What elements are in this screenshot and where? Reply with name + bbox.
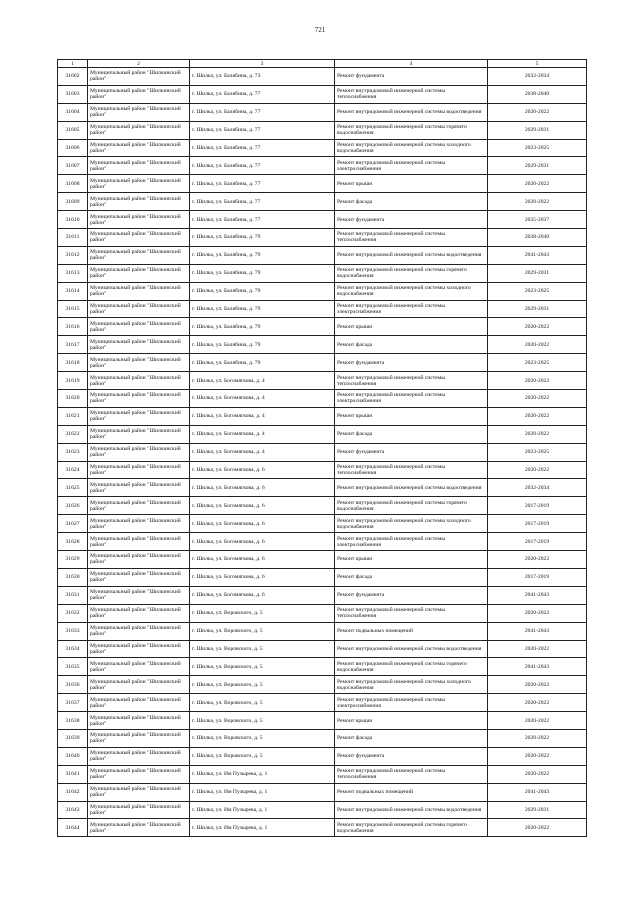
row-number-cell: 31625 (58, 479, 88, 497)
period-cell: 2029-2031 (488, 121, 587, 139)
column-header: 4 (335, 60, 488, 68)
district-cell: Муниципальный район "Шилкинский район" (88, 604, 190, 622)
district-cell: Муниципальный район "Шилкинский район" (88, 264, 190, 282)
address-cell: г. Шилка, ул. Им Пузырева, д. 1 (190, 801, 335, 819)
period-cell: 2020-2022 (488, 425, 587, 443)
address-cell: г. Шилка, ул. Воровского, д. 5 (190, 622, 335, 640)
district-cell: Муниципальный район "Шилкинский район" (88, 676, 190, 694)
table-row (58, 658, 587, 676)
address-cell: г. Шилка, ул. Воровского, д. 5 (190, 676, 335, 694)
period-cell: 2020-2022 (488, 175, 587, 193)
address-cell: г. Шилка, ул. Балябина, д. 79 (190, 282, 335, 300)
period-cell: 2020-2022 (488, 765, 587, 783)
table-row (58, 85, 587, 103)
district-cell: Муниципальный район "Шилкинский район" (88, 193, 190, 211)
district-cell: Муниципальный район "Шилкинский район" (88, 68, 190, 86)
address-cell: г. Шилка, ул. Воровского, д. 5 (190, 640, 335, 658)
district-cell: Муниципальный район "Шилкинский район" (88, 354, 190, 372)
period-cell: 2023-2025 (488, 282, 587, 300)
work-type-cell: Ремонт внутридомовой инженерной системы горячего водоснабжения (335, 497, 488, 515)
period-cell: 2020-2022 (488, 390, 587, 408)
work-type-cell: Ремонт внутридомовой инженерной системы водоотведения (335, 640, 488, 658)
address-cell: г. Шилка, ул. Богомягкова, д. 6 (190, 586, 335, 604)
work-type-cell: Ремонт фасада (335, 336, 488, 354)
address-cell: г. Шилка, ул. Балябина, д. 77 (190, 193, 335, 211)
row-number-cell: 31633 (58, 622, 88, 640)
work-type-cell: Ремонт фундамента (335, 747, 488, 765)
period-cell: 2029-2031 (488, 300, 587, 318)
work-type-cell: Ремонт фасада (335, 568, 488, 586)
district-cell: Муниципальный район "Шилкинский район" (88, 246, 190, 264)
address-cell: г. Шилка, ул. Богомягкова, д. 4 (190, 372, 335, 390)
district-cell: Муниципальный район "Шилкинский район" (88, 801, 190, 819)
period-cell: 2032-2034 (488, 68, 587, 86)
district-cell: Муниципальный район "Шилкинский район" (88, 443, 190, 461)
period-cell: 2020-2022 (488, 747, 587, 765)
period-cell: 2029-2031 (488, 157, 587, 175)
table-row (58, 246, 587, 264)
work-type-cell: Ремонт внутридомовой инженерной системы водоотведения (335, 246, 488, 264)
address-cell: г. Шилка, ул. Балябина, д. 77 (190, 157, 335, 175)
row-number-cell: 31611 (58, 229, 88, 247)
district-cell: Муниципальный район "Шилкинский район" (88, 282, 190, 300)
address-cell: г. Шилка, ул. Богомягкова, д. 6 (190, 461, 335, 479)
table-row (58, 622, 587, 640)
table-row (58, 300, 587, 318)
work-type-cell: Ремонт крыши (335, 175, 488, 193)
district-cell: Муниципальный район "Шилкинский район" (88, 139, 190, 157)
work-type-cell: Ремонт крыши (335, 712, 488, 730)
column-header: 2 (88, 60, 190, 68)
table-row (58, 193, 587, 211)
work-type-cell: Ремонт фасада (335, 193, 488, 211)
period-cell: 2041-2043 (488, 586, 587, 604)
period-cell: 2038-2040 (488, 85, 587, 103)
table-row (58, 425, 587, 443)
work-type-cell: Ремонт внутридомовой инженерной системы теплоснабжения (335, 461, 488, 479)
work-type-cell: Ремонт внутридомовой инженерной системы теплоснабжения (335, 372, 488, 390)
row-number-cell: 31629 (58, 551, 88, 569)
work-type-cell: Ремонт крыши (335, 407, 488, 425)
row-number-cell: 31628 (58, 533, 88, 551)
district-cell: Муниципальный район "Шилкинский район" (88, 390, 190, 408)
district-cell: Муниципальный район "Шилкинский район" (88, 819, 190, 837)
row-number-cell: 31643 (58, 801, 88, 819)
table-row (58, 676, 587, 694)
district-cell: Муниципальный район "Шилкинский район" (88, 729, 190, 747)
district-cell: Муниципальный район "Шилкинский район" (88, 425, 190, 443)
row-number-cell: 31613 (58, 264, 88, 282)
district-cell: Муниципальный район "Шилкинский район" (88, 157, 190, 175)
period-cell: 2023-2025 (488, 139, 587, 157)
row-number-cell: 31618 (58, 354, 88, 372)
table-row (58, 479, 587, 497)
row-number-cell: 31610 (58, 211, 88, 229)
row-number-cell: 31641 (58, 765, 88, 783)
address-cell: г. Шилка, ул. Им Пузырева, д. 1 (190, 783, 335, 801)
period-cell: 2020-2022 (488, 461, 587, 479)
table-row (58, 354, 587, 372)
work-type-cell: Ремонт внутридомовой инженерной системы горячего водоснабжения (335, 819, 488, 837)
column-header: 1 (58, 60, 88, 68)
address-cell: г. Шилка, ул. Богомягкова, д. 6 (190, 568, 335, 586)
table-row (58, 586, 587, 604)
row-number-cell: 31609 (58, 193, 88, 211)
address-cell: г. Шилка, ул. Балябина, д. 77 (190, 139, 335, 157)
address-cell: г. Шилка, ул. Балябина, д. 77 (190, 85, 335, 103)
period-cell: 2035-2037 (488, 211, 587, 229)
district-cell: Муниципальный район "Шилкинский район" (88, 479, 190, 497)
address-cell: г. Шилка, ул. Балябина, д. 77 (190, 103, 335, 121)
district-cell: Муниципальный район "Шилкинский район" (88, 568, 190, 586)
table-row (58, 712, 587, 730)
row-number-cell: 31634 (58, 640, 88, 658)
row-number-cell: 31631 (58, 586, 88, 604)
district-cell: Муниципальный район "Шилкинский район" (88, 497, 190, 515)
address-cell: г. Шилка, ул. Богомягкова, д. 4 (190, 425, 335, 443)
district-cell: Муниципальный район "Шилкинский район" (88, 640, 190, 658)
table-row (58, 729, 587, 747)
table-row (58, 533, 587, 551)
table-row (58, 694, 587, 712)
row-number-cell: 31640 (58, 747, 88, 765)
period-cell: 2041-2043 (488, 246, 587, 264)
work-type-cell: Ремонт крыши (335, 551, 488, 569)
row-number-cell: 31602 (58, 68, 88, 86)
row-number-cell: 31608 (58, 175, 88, 193)
period-cell: 2020-2022 (488, 336, 587, 354)
work-type-cell: Ремонт фундамента (335, 443, 488, 461)
row-number-cell: 31622 (58, 425, 88, 443)
period-cell: 2023-2025 (488, 443, 587, 461)
row-number-cell: 31639 (58, 729, 88, 747)
row-number-cell: 31637 (58, 694, 88, 712)
work-type-cell: Ремонт внутридомовой инженерной системы горячего водоснабжения (335, 264, 488, 282)
work-type-cell: Ремонт подвальных помещений (335, 783, 488, 801)
table-row (58, 407, 587, 425)
row-number-cell: 31636 (58, 676, 88, 694)
table-row (58, 68, 587, 86)
period-cell: 2020-2022 (488, 318, 587, 336)
district-cell: Муниципальный район "Шилкинский район" (88, 175, 190, 193)
address-cell: г. Шилка, ул. Богомягкова, д. 4 (190, 390, 335, 408)
row-number-cell: 31623 (58, 443, 88, 461)
period-cell: 2041-2043 (488, 622, 587, 640)
district-cell: Муниципальный район "Шилкинский район" (88, 622, 190, 640)
work-type-cell: Ремонт внутридомовой инженерной системы горячего водоснабжения (335, 121, 488, 139)
table-body (58, 68, 587, 837)
row-number-cell: 31605 (58, 121, 88, 139)
table-row (58, 765, 587, 783)
work-type-cell: Ремонт внутридомовой инженерной системы электроснабжения (335, 300, 488, 318)
district-cell: Муниципальный район "Шилкинский район" (88, 318, 190, 336)
district-cell: Муниципальный район "Шилкинский район" (88, 336, 190, 354)
row-number-cell: 31615 (58, 300, 88, 318)
table-row (58, 336, 587, 354)
address-cell: г. Шилка, ул. Балябина, д. 79 (190, 354, 335, 372)
work-type-cell: Ремонт внутридомовой инженерной системы холодного водоснабжения (335, 676, 488, 694)
row-number-cell: 31607 (58, 157, 88, 175)
row-number-cell: 31619 (58, 372, 88, 390)
table-row (58, 443, 587, 461)
period-cell: 2020-2022 (488, 712, 587, 730)
district-cell: Муниципальный район "Шилкинский район" (88, 121, 190, 139)
period-cell: 2041-2043 (488, 658, 587, 676)
district-cell: Муниципальный район "Шилкинский район" (88, 103, 190, 121)
period-cell: 2020-2022 (488, 407, 587, 425)
row-number-cell: 31616 (58, 318, 88, 336)
address-cell: г. Шилка, ул. Воровского, д. 5 (190, 747, 335, 765)
period-cell: 2017-2019 (488, 533, 587, 551)
district-cell: Муниципальный район "Шилкинский район" (88, 765, 190, 783)
address-cell: г. Шилка, ул. Богомягкова, д. 4 (190, 407, 335, 425)
row-number-cell: 31627 (58, 515, 88, 533)
address-cell: г. Шилка, ул. Богомягкова, д. 6 (190, 479, 335, 497)
address-cell: г. Шилка, ул. Балябина, д. 79 (190, 300, 335, 318)
address-cell: г. Шилка, ул. Балябина, д. 79 (190, 246, 335, 264)
table-row (58, 264, 587, 282)
period-cell: 2029-2031 (488, 264, 587, 282)
table-row (58, 390, 587, 408)
work-type-cell: Ремонт внутридомовой инженерной системы водоотведения (335, 801, 488, 819)
district-cell: Муниципальный район "Шилкинский район" (88, 300, 190, 318)
district-cell: Муниципальный район "Шилкинский район" (88, 461, 190, 479)
repair-schedule-table (57, 59, 587, 837)
work-type-cell: Ремонт внутридомовой инженерной системы электроснабжения (335, 157, 488, 175)
table-row (58, 157, 587, 175)
period-cell: 2020-2022 (488, 372, 587, 390)
address-cell: г. Шилка, ул. Балябина, д. 79 (190, 264, 335, 282)
work-type-cell: Ремонт внутридомовой инженерной системы электроснабжения (335, 390, 488, 408)
table-row (58, 372, 587, 390)
district-cell: Муниципальный район "Шилкинский район" (88, 783, 190, 801)
work-type-cell: Ремонт фундамента (335, 354, 488, 372)
period-cell: 2020-2022 (488, 729, 587, 747)
table-row (58, 568, 587, 586)
work-type-cell: Ремонт фасада (335, 729, 488, 747)
work-type-cell: Ремонт крыши (335, 318, 488, 336)
period-cell: 2020-2022 (488, 676, 587, 694)
address-cell: г. Шилка, ул. Балябина, д. 79 (190, 336, 335, 354)
work-type-cell: Ремонт внутридомовой инженерной системы холодного водоснабжения (335, 282, 488, 300)
address-cell: г. Шилка, ул. Балябина, д. 79 (190, 229, 335, 247)
row-number-cell: 31614 (58, 282, 88, 300)
table-row (58, 229, 587, 247)
period-cell: 2020-2022 (488, 103, 587, 121)
address-cell: г. Шилка, ул. Богомягкова, д. 6 (190, 497, 335, 515)
address-cell: г. Шилка, ул. Воровского, д. 5 (190, 729, 335, 747)
table-row (58, 801, 587, 819)
row-number-cell: 31603 (58, 85, 88, 103)
row-number-cell: 31612 (58, 246, 88, 264)
column-header: 3 (190, 60, 335, 68)
work-type-cell: Ремонт внутридомовой инженерной системы горячего водоснабжения (335, 658, 488, 676)
table-row (58, 640, 587, 658)
row-number-cell: 31630 (58, 568, 88, 586)
period-cell: 2029-2031 (488, 801, 587, 819)
row-number-cell: 31621 (58, 407, 88, 425)
address-cell: г. Шилка, ул. Воровского, д. 5 (190, 694, 335, 712)
address-cell: г. Шилка, ул. Воровского, д. 5 (190, 658, 335, 676)
period-cell: 2017-2019 (488, 515, 587, 533)
table-row (58, 497, 587, 515)
period-cell: 2020-2022 (488, 640, 587, 658)
period-cell: 2020-2022 (488, 551, 587, 569)
district-cell: Муниципальный район "Шилкинский район" (88, 85, 190, 103)
work-type-cell: Ремонт внутридомовой инженерной системы теплоснабжения (335, 765, 488, 783)
work-type-cell: Ремонт внутридомовой инженерной системы электроснабжения (335, 694, 488, 712)
work-type-cell: Ремонт внутридомовой инженерной системы теплоснабжения (335, 229, 488, 247)
table-row (58, 282, 587, 300)
period-cell: 2041-2043 (488, 783, 587, 801)
work-type-cell: Ремонт внутридомовой инженерной системы холодного водоснабжения (335, 139, 488, 157)
row-number-cell: 31606 (58, 139, 88, 157)
table-row (58, 103, 587, 121)
period-cell: 2038-2040 (488, 229, 587, 247)
table-header-row (58, 60, 587, 68)
row-number-cell: 31635 (58, 658, 88, 676)
work-type-cell: Ремонт внутридомовой инженерной системы холодного водоснабжения (335, 515, 488, 533)
table-row (58, 121, 587, 139)
row-number-cell: 31626 (58, 497, 88, 515)
district-cell: Муниципальный район "Шилкинский район" (88, 712, 190, 730)
period-cell: 2017-2019 (488, 497, 587, 515)
period-cell: 2020-2022 (488, 193, 587, 211)
district-cell: Муниципальный район "Шилкинский район" (88, 747, 190, 765)
row-number-cell: 31632 (58, 604, 88, 622)
work-type-cell: Ремонт фундамента (335, 68, 488, 86)
row-number-cell: 31624 (58, 461, 88, 479)
table-row (58, 139, 587, 157)
address-cell: г. Шилка, ул. Балябина, д. 77 (190, 211, 335, 229)
district-cell: Муниципальный район "Шилкинский район" (88, 407, 190, 425)
table-row (58, 551, 587, 569)
work-type-cell: Ремонт фундамента (335, 211, 488, 229)
address-cell: г. Шилка, ул. Богомягкова, д. 4 (190, 443, 335, 461)
row-number-cell: 31604 (58, 103, 88, 121)
row-number-cell: 31638 (58, 712, 88, 730)
row-number-cell: 31642 (58, 783, 88, 801)
table-row (58, 747, 587, 765)
table-row (58, 604, 587, 622)
period-cell: 2020-2022 (488, 604, 587, 622)
address-cell: г. Шилка, ул. Балябина, д. 77 (190, 175, 335, 193)
district-cell: Муниципальный район "Шилкинский район" (88, 694, 190, 712)
work-type-cell: Ремонт внутридомовой инженерной системы электроснабжения (335, 533, 488, 551)
page-number: 721 (314, 26, 326, 34)
period-cell: 2032-2034 (488, 479, 587, 497)
address-cell: г. Шилка, ул. Воровского, д. 5 (190, 712, 335, 730)
table-row (58, 461, 587, 479)
table-row (58, 515, 587, 533)
table-row (58, 819, 587, 837)
address-cell: г. Шилка, ул. Им Пузырева, д. 1 (190, 765, 335, 783)
address-cell: г. Шилка, ул. Богомягкова, д. 6 (190, 515, 335, 533)
address-cell: г. Шилка, ул. Балябина, д. 79 (190, 318, 335, 336)
period-cell: 2020-2022 (488, 694, 587, 712)
work-type-cell: Ремонт внутридомовой инженерной системы водоотведения (335, 479, 488, 497)
work-type-cell: Ремонт внутридомовой инженерной системы теплоснабжения (335, 85, 488, 103)
address-cell: г. Шилка, ул. Богомягкова, д. 6 (190, 533, 335, 551)
address-cell: г. Шилка, ул. Балябина, д. 77 (190, 121, 335, 139)
district-cell: Муниципальный район "Шилкинский район" (88, 533, 190, 551)
period-cell: 2023-2025 (488, 354, 587, 372)
district-cell: Муниципальный район "Шилкинский район" (88, 229, 190, 247)
address-cell: г. Шилка, ул. Воровского, д. 5 (190, 604, 335, 622)
table-row (58, 783, 587, 801)
address-cell: г. Шилка, ул. Им Пузырева, д. 1 (190, 819, 335, 837)
table-row (58, 175, 587, 193)
row-number-cell: 31617 (58, 336, 88, 354)
district-cell: Муниципальный район "Шилкинский район" (88, 551, 190, 569)
district-cell: Муниципальный район "Шилкинский район" (88, 658, 190, 676)
work-type-cell: Ремонт фундамента (335, 586, 488, 604)
work-type-cell: Ремонт подвальных помещений (335, 622, 488, 640)
address-cell: г. Шилка, ул. Балябина, д. 73 (190, 68, 335, 86)
work-type-cell: Ремонт внутридомовой инженерной системы водоотведения (335, 103, 488, 121)
district-cell: Муниципальный район "Шилкинский район" (88, 515, 190, 533)
table-row (58, 318, 587, 336)
period-cell: 2017-2019 (488, 568, 587, 586)
district-cell: Муниципальный район "Шилкинский район" (88, 586, 190, 604)
column-header: 5 (488, 60, 587, 68)
row-number-cell: 31620 (58, 390, 88, 408)
period-cell: 2020-2022 (488, 819, 587, 837)
work-type-cell: Ремонт фасада (335, 425, 488, 443)
row-number-cell: 31644 (58, 819, 88, 837)
table-row (58, 211, 587, 229)
work-type-cell: Ремонт внутридомовой инженерной системы теплоснабжения (335, 604, 488, 622)
address-cell: г. Шилка, ул. Богомягкова, д. 6 (190, 551, 335, 569)
district-cell: Муниципальный район "Шилкинский район" (88, 211, 190, 229)
district-cell: Муниципальный район "Шилкинский район" (88, 372, 190, 390)
